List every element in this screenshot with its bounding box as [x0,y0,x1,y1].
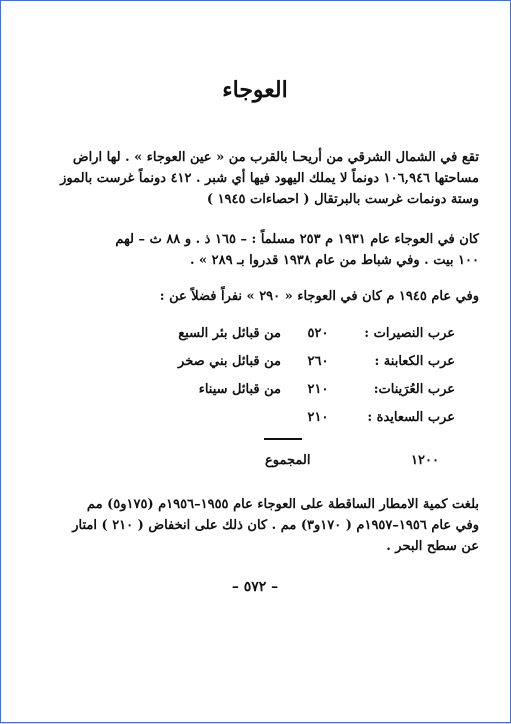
tribe-name: عرب السعايدة : [367,409,455,425]
paragraph-population-1945 [31,286,479,307]
tribe-count: ٥٢٠ [307,325,329,341]
text-line: وفي عام ١٩٥٦–١٩٥٧م ( ١٧٠و٣) مم . كان ذلك على انخفاض ( ٢١٠ ) امتار [72,518,479,533]
total-row [255,453,455,468]
tribe-count: ٢١٠ [307,381,329,397]
tribe-name: عرب العُرَينات: [373,381,455,397]
text-line: وفي عام ١٩٤٥ م كان في العوجاء « ٢٩٠ » نفراً فضلاً عن : [159,289,479,304]
tribe-row [115,375,455,403]
text-line: تقع في الشمال الشرقي من أريحـا بالقرب من « عين العوجاء » . لها اراض [72,150,479,165]
tribe-name: عرب الكعابنة : [374,353,455,369]
text-line: كان في العوجاء عام ١٩٣١ م ٢٥٣ مسلماً : – ١٦٥ ذ . و ٨٨ ث – لهم [115,232,479,247]
sum-divider [264,438,302,440]
text-line: عن سطح البحر . [386,539,479,554]
tribe-source: من قبائل سيناء [198,381,281,397]
text-line: بلغت كمية الامطار الساقطة على العوجاء عام ١٩٥٥–١٩٥٦م (١٧٥و٥) مم [86,497,479,512]
tribe-source: من قبائل بني صخر [178,353,281,369]
document-page [31,1,479,724]
total-value: ١٢٠٠ [411,453,439,468]
tribe-row [115,347,455,375]
text-line: مساحتها ١٠٦,٩٤٦ دونماً لا يملك اليهود فيها أي شبر . ٤١٢ دونماً غرست بالموز [60,171,479,186]
tribe-row [115,403,455,431]
tribe-source: من قبائل بئر السبع [178,325,281,341]
page-title: العوجاء [222,77,288,103]
paragraph-rainfall [31,494,479,557]
paragraph-population-1931 [31,229,479,271]
page-number: – ٥٧٢ – [231,579,279,595]
tribes-table [115,319,455,431]
tribe-count: ٢٦٠ [307,353,329,369]
tribe-name: عرب النصيرات : [364,325,455,341]
tribe-row [115,319,455,347]
total-label: المجموع [265,453,311,468]
paragraph-location [31,147,479,210]
text-line: وستة دونمات غرست بالبرتقال ( احصاءات ١٩٤٥ ) [206,192,479,207]
text-line: ١٠٠ بيت . وفي شباط من عام ١٩٣٨ قدروا بـ ٢٨٩ » . [189,253,479,268]
tribe-count: ٢١٠ [307,409,329,425]
